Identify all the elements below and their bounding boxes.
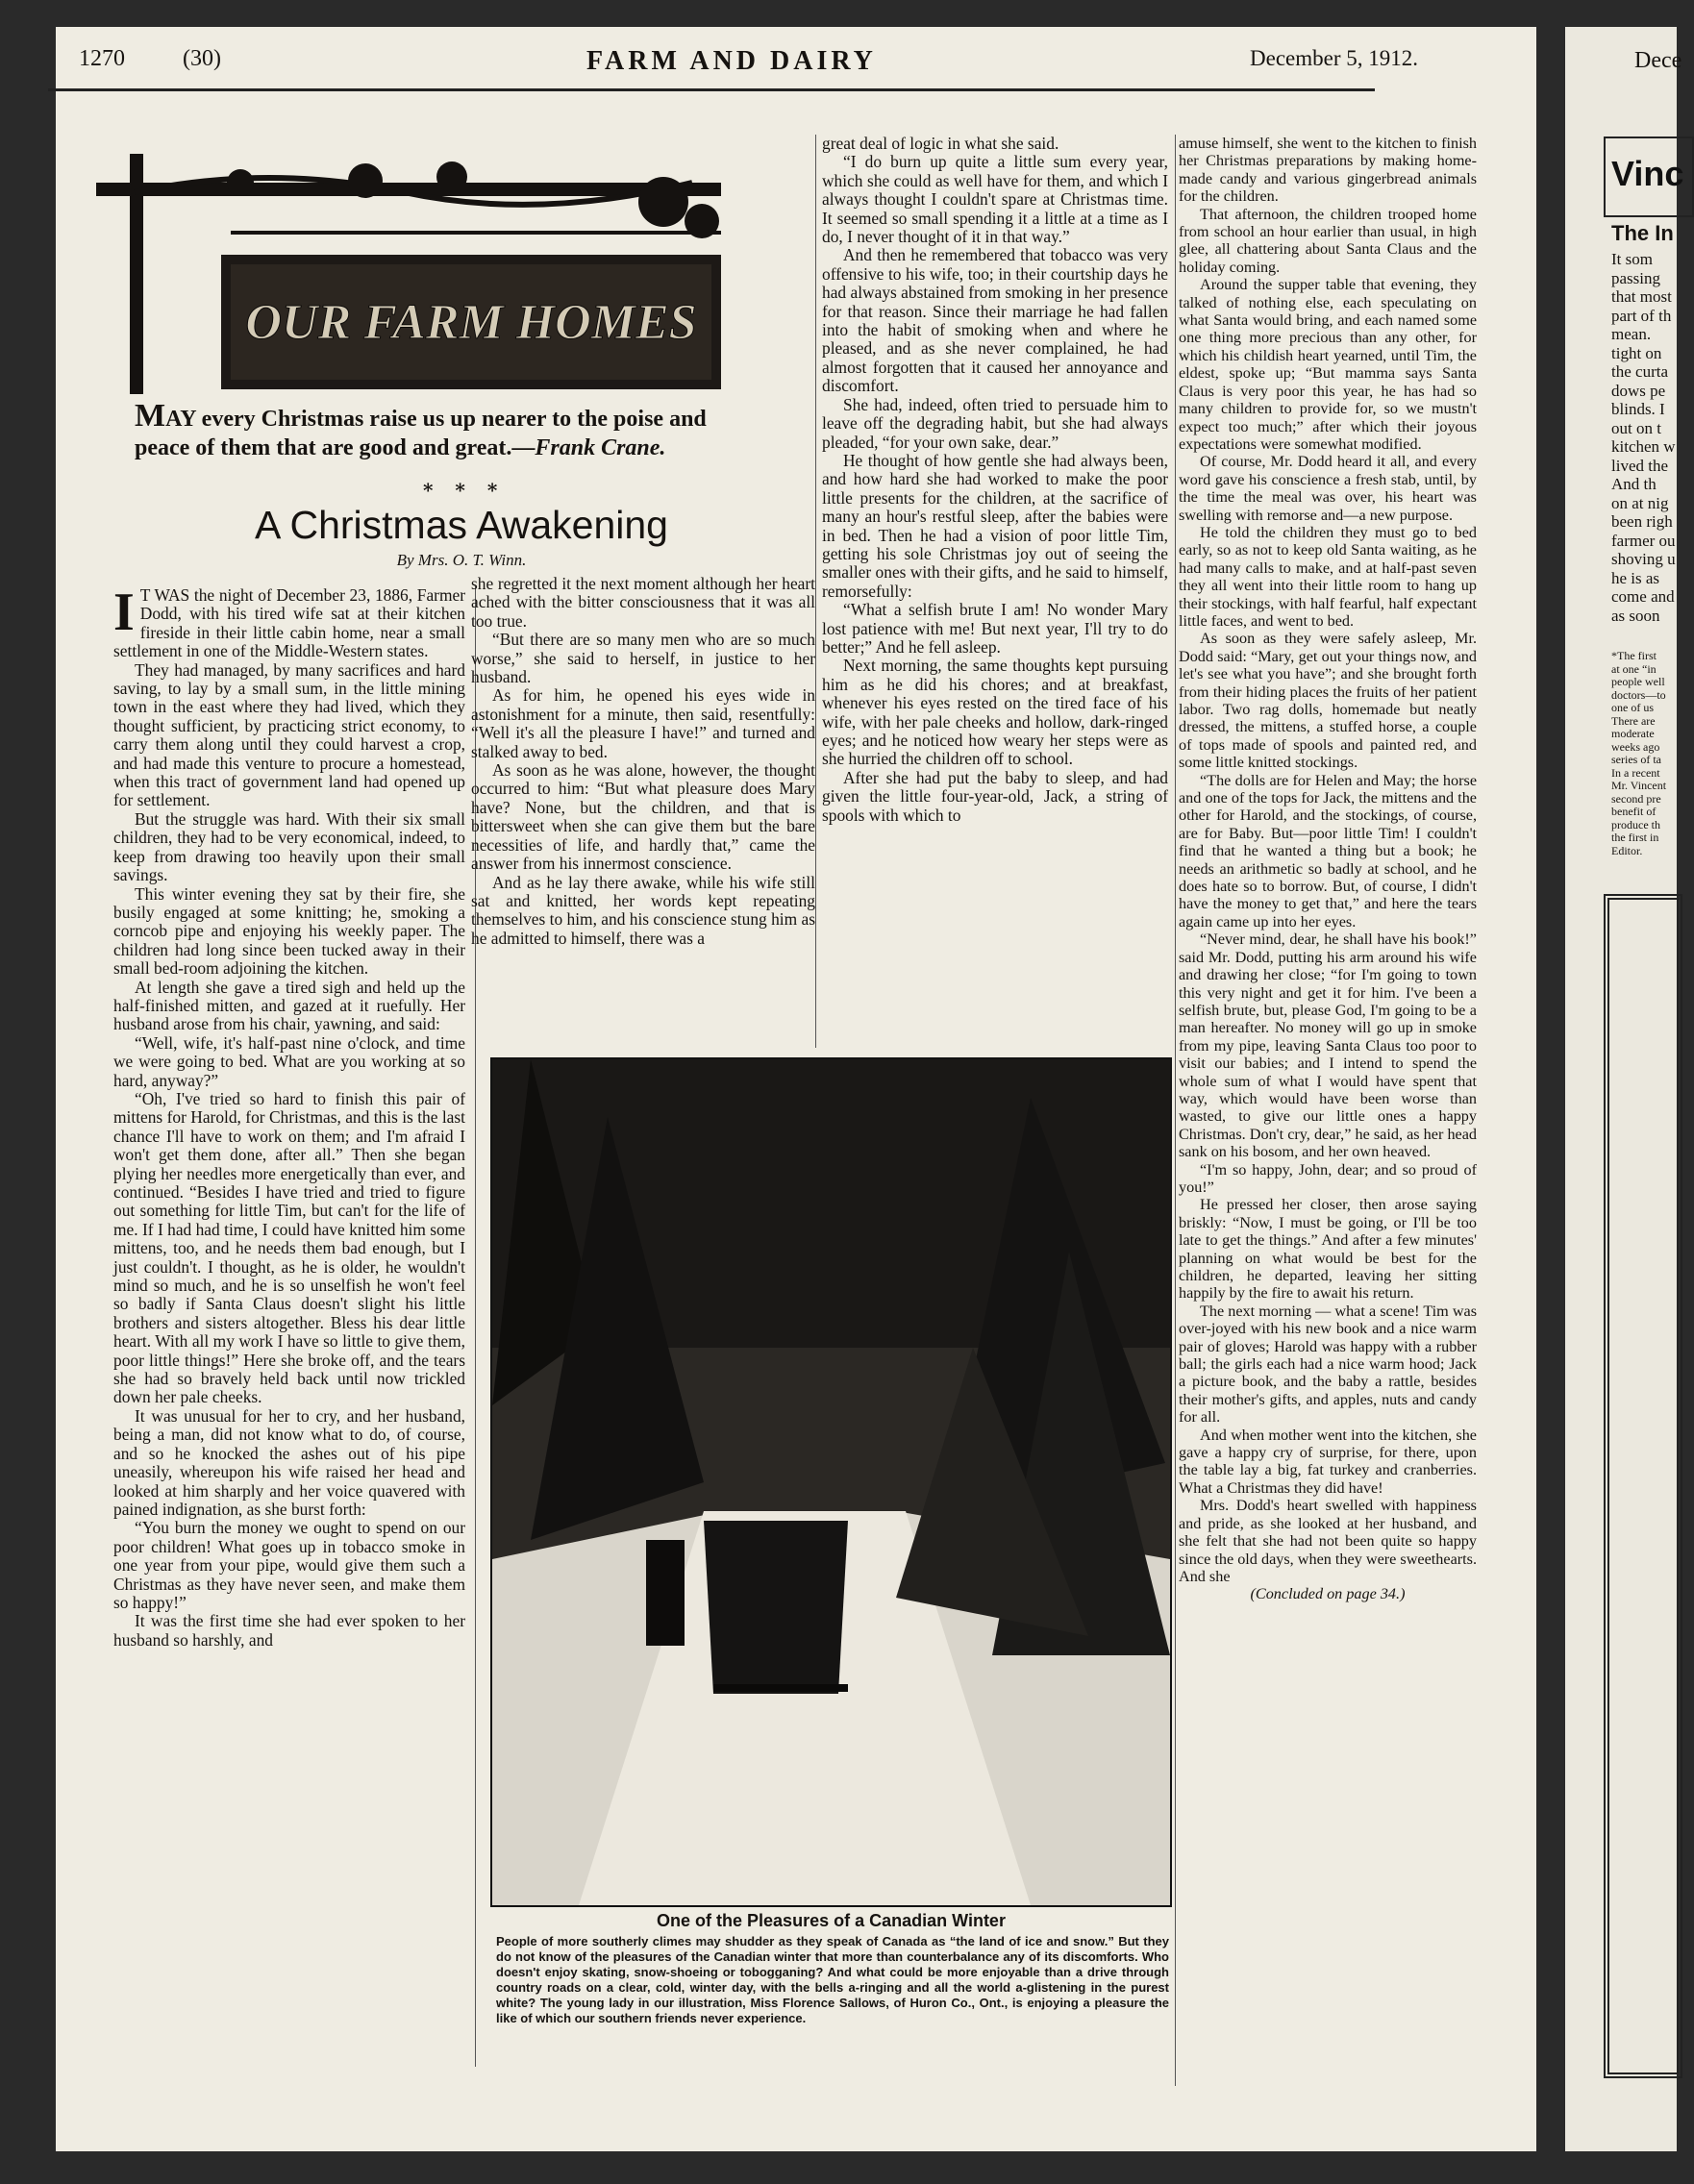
paragraph: The next morning — what a scene! Tim was over-joyed with his new book and a nice warm pair of gloves; Harold was happy with a rubber ball; the girls each had a nice warm hood; Jack a picture book, and the baby a rattle, besides their mother's gifts, and apples, nuts and candy for all. <box>1179 1302 1477 1427</box>
adjacent-page-header: Dece <box>1634 48 1682 73</box>
paragraph: He told the children they must go to bed early, so as not to keep old Santa waiting, as he had many calls to make, and at half-past seven they all went into their little room to hang up their stockings, with half fearful, half expectant little faces, and went to bed. <box>1179 523 1477 630</box>
winter-sleigh-photo <box>490 1057 1172 1907</box>
ornament-stars: * * * <box>423 479 506 502</box>
paragraph: They had managed, by many sacrifices and hard saving, to lay by a small sum, in the little mining town in the east where they had lived, which they thought sufficient, by practicing strict economy, to carry them along until they could harvest a crop, and had made this venture to procure a homestead, when this tract of government land had opened up for settlement. <box>113 659 465 810</box>
photo-caption-text: People of more southerly climes may shudder as they speak of Canada as “the land of ice and snow.” But they do not know of the pleasures of the Canadian winter that more than counterbalance any of its discomforts. Who doesn't enjoy skating, snow-shoeing or tobogganing? And what could be more enjoyable than a drive through country roads on a clear, cold, winter day, with the bells a-ringing and all the world a-glistening in the purest white? The young lady in our illustration, Miss Florence Sallows, of Huron Co., Ont., is enjoying a pleasure the like of which our southern friends never experience. <box>496 1934 1169 2025</box>
paragraph: And when mother went into the kitchen, she gave a happy cry of surprise, for there, upon the table lay a big, fat turkey and cranberries. What a Christmas they did have! <box>1179 1426 1477 1497</box>
paragraph: “Never mind, dear, he shall have his book!” said Mr. Dodd, putting his arm around his wife and drawing her close; “for I'm going to town this very night and get it for him. I've been a selfish brute, but, please God, I'm going to be a man hereafter. No money will go up in smoke from my pipe, leaving Santa Claus too poor to visit our babies; and I intend to spend the whole sum of what I would have spent that way, which would have been worse than wasted, to give our little ones a happy Christmas. Don't cry, dear,” he said, as her head sank on his bosom, and her own heaved. <box>1179 931 1477 1161</box>
paragraph: Mrs. Dodd's heart swelled with happiness and pride, as she looked at her husband, and she felt that she had not been quite so happy since the old days, when they were sweethearts. And she <box>1179 1497 1477 1585</box>
article-column-4 <box>1179 135 1477 2076</box>
column-divider <box>815 135 816 1048</box>
article-column-2 <box>471 575 815 1036</box>
paragraph: And then he remembered that tobacco was very offensive to his wife, too; in their courtship days he had always abstained from smoking in her presence for that reason. Since their marriage he had fallen into the habit of smoking when and where he pleased, and as she never complained, he had almost forgotten that it caused her annoyance and discomfort. <box>822 245 1168 396</box>
paragraph: Around the supper table that evening, they talked of nothing else, each speculating on what Santa would bring, and each named some one thing more precious than any other, for which his childish heart yearned, until Tim, the eldest, spoke up; “But mamma says Santa Claus is very poor this year, he has had so many children to provide for, so we mustn't expect too much;” after which their joyous expectations were somewhat modified. <box>1179 276 1477 453</box>
paragraph: As soon as they were safely asleep, Mr. Dodd said: “Mary, get out your things now, and let's see what you have”; and she brought forth from their hiding places the fruits of her patient labor. Two rag dolls, homemade but neatly dressed, the mittens, a stuffed horse, a couple of tops made of spools and painted red, and some little knitted stockings. <box>1179 630 1477 772</box>
paragraph: “But there are so many men who are so much worse,” she said to herself, in justice to her husband. <box>471 630 815 687</box>
paragraph: She had, indeed, often tried to persuade him to leave off the degrading habit, but she had always pleaded, “for your own sake, dear.” <box>822 394 1168 452</box>
issue-page-number: (30) <box>183 46 221 71</box>
quote-author: Frank Crane. <box>535 435 666 460</box>
paragraph: Next morning, the same thoughts kept pursuing him as he did his chores; and at breakfast, whenever his eyes rested on the tired face of his wife, with her pale cheeks and hollow, dark-ringed eyes; and he noticed how weary her steps were as she hurried the children off to school. <box>822 656 1168 769</box>
publication-title: FARM AND DAIRY <box>586 46 877 76</box>
paragraph: It was unusual for her to cry, and her husband, being a man, did not know what to do, of course, and so he knocked the ashes out of his pipe uneasily, whereupon his wife raised her head and looked at him sharply and her voice quavered with pained indignation, as she burst forth: <box>113 1405 465 1519</box>
adjacent-advertisement-frame <box>1604 894 1682 2078</box>
article-column-1 <box>113 583 466 2062</box>
article-byline: By Mrs. O. T. Winn. <box>396 551 527 569</box>
paragraph: This winter evening they sat by their fire, she busily engaged at some knitting; he, smoking a corncob pipe and enjoying his weekly paper. The children had long since been tucked away in their small bed-room adjoining the kitchen. <box>113 883 465 979</box>
quote-dropcap: M <box>135 398 166 434</box>
photo-caption-title: One of the Pleasures of a Canadian Winter <box>657 1911 1006 1930</box>
adjacent-footnote-lines: *The first at one “in people well doctors—to one of us There are moderate weeks ago series of ta In a recent Mr. Vincent second pre benefit of produce th the first in Editor. <box>1611 649 1667 857</box>
article-column-3 <box>822 135 1168 1038</box>
issue-date: December 5, 1912. <box>1250 46 1418 70</box>
paragraph: He pressed her closer, then arose saying briskly: “Now, I must be going, or I'll be too late to get the things.” And after a few minutes' planning on what would be best for the children, he departed, leaving her sitting happily by the fire to await his return. <box>1179 1196 1477 1303</box>
paragraph: great deal of logic in what she said. <box>822 134 1059 153</box>
paragraph: As soon as he was alone, however, the thought occurred to him: “But what pleasure does Mary have? None, but the children, and that is bittersweet when she can give them but the bare necessities of life, and hardly that,” came the answer from his innermost conscience. <box>471 760 815 874</box>
page-number: 1270 <box>79 46 125 71</box>
our-farm-homes-banner <box>77 154 740 394</box>
quote-text: AY every Christmas raise us up nearer to the poise and peace of them that are good and great.— <box>135 407 707 460</box>
paragraph: As for him, he opened his eyes wide in astonishment for a minute, then said, resentfully: “Well it's all the pleasure I have!” and turned and stalked away to bed. <box>471 685 815 761</box>
banner-sign-text: OUR FARM HOMES <box>245 295 697 350</box>
continued-notice: (Concluded on page 34.) <box>1250 1585 1406 1603</box>
paragraph: “Well, wife, it's half-past nine o'clock, and time we were going to bed. What are you working at so hard, anyway?” <box>113 1032 465 1090</box>
adjacent-text-lines: It som passing that most part of th mean. tight on the curta dows pe blinds. I out on t kitchen w lived the And th on at nig been righ farmer ou shoving u he is as come and as soon <box>1611 250 1676 625</box>
paragraph: But the struggle was hard. With their six small children, they had to be very economical, indeed, to keep from drawing too heavily upon their small savings. <box>113 808 465 885</box>
paragraph: At length she gave a tired sigh and held up the half-finished mitten, and gazed at it ruefully. Her husband arose from his chair, yawning, and said: <box>113 977 465 1034</box>
paragraph: “I do burn up quite a little sum every year, which she could as well have for them, and which I always thought I couldn't spare at Christmas time. It seemed so small spending it a little at a time as I do, I never thought of it in that way.” <box>822 152 1168 247</box>
paragraph: I T WAS the night of December 23, 1886, Farmer Dodd, with his tired wife sat at their kitchen fireside in their little cabin home, near a small settlement in one of the Middle-Western states. <box>113 583 466 661</box>
paragraph: amuse himself, she went to the kitchen to finish her Christmas preparations by making home-made candy and various gingerbread animals for the children. <box>1179 135 1477 206</box>
paragraph: she regretted it the next moment although her heart ached with the bitter consciousness that it was all too true. <box>471 574 815 631</box>
paragraph: It was the first time she had ever spoken to her husband so harshly, and <box>113 1611 465 1650</box>
paragraph: “You burn the money we ought to spend on our poor children! What goes up in tobacco smoke in one year from your pipe, would give them such a Christmas as they have never seen, and make them so happy!” <box>113 1518 465 1612</box>
paragraph: He thought of how gentle she had always been, and how hard she had worked to make the poor little presents for the children, at the sacrifice of many an hour's restful sleep, after the babies were in bed. Then he had a vision of poor little Tim, getting his sole Christmas joy out of seeing the smaller ones with their gifts, and he said to himself, remorsefully: <box>822 450 1168 601</box>
article-title: A Christmas Awakening <box>255 503 668 547</box>
paragraph: “What a selfish brute I am! No wonder Mary lost patience with me! But next year, I'll try to do better;” And he fell asleep. <box>822 600 1168 657</box>
paragraph: After she had put the baby to sleep, and had given the little four-year-old, Jack, a string of spools with which to <box>822 767 1168 825</box>
adjacent-subhead: The In <box>1611 221 1674 245</box>
paragraph: “I'm so happy, John, dear; and so proud of you!” <box>1179 1160 1477 1196</box>
column-divider <box>1175 135 1176 2086</box>
paragraph: Of course, Mr. Dodd heard it all, and every word gave his conscience a fresh stab, until, by the time the meal was over, his heart was swelling with remorse and—a new purpose. <box>1179 453 1477 524</box>
epigraph-quote <box>135 398 731 462</box>
adjacent-box-title: Vinc <box>1611 154 1684 193</box>
header-rule <box>48 88 1375 91</box>
paragraph: That afternoon, the children trooped home from school an hour earlier than usual, in high glee, all chattering about Santa Claus and the holiday coming. <box>1179 205 1477 276</box>
paragraph: “The dolls are for Helen and May; the horse and one of the tops for Jack, the mittens and the other for Harold, and the stockings, of course, are for Baby. But—poor little Tim! I couldn't find that he wanted a thing but a book; he needs an arithmetic so badly at school, and he does hate so to borrow. But, of course, I didn't have the money to get that,” and here the tears again came up into her eyes. <box>1179 771 1477 931</box>
dropcap-i: I <box>113 583 135 642</box>
paragraph: And as he lay there awake, while his wife still sat and knitted, her words kept repeating themselves to him, and his conscience stung him as he admitted to himself, there was a <box>471 872 815 948</box>
paragraph: “Oh, I've tried so hard to finish this pair of mittens for Harold, for Christmas, and this is the last chance I'll have to work on them; and I'm afraid I won't get them done, after all.” Then she began plying her needles more energetically than ever, and continued. “Besides I have tried and tried to figure out something for little Tim, but can't for the life of me. If I had had time, I could have knitted him some mittens, too, and he needs them bad enough, but I just couldn't. I thought, as he is older, he wouldn't mind so much, and he is so unselfish he won't feel so badly if Santa Claus doesn't slight his little brothers and sisters altogether. Bless his dear little heart. With all my work I have so little to give them, poor little things!” Here she broke off, and the tears she had so bravely held back until now trickled down her pale cheeks. <box>113 1088 465 1407</box>
